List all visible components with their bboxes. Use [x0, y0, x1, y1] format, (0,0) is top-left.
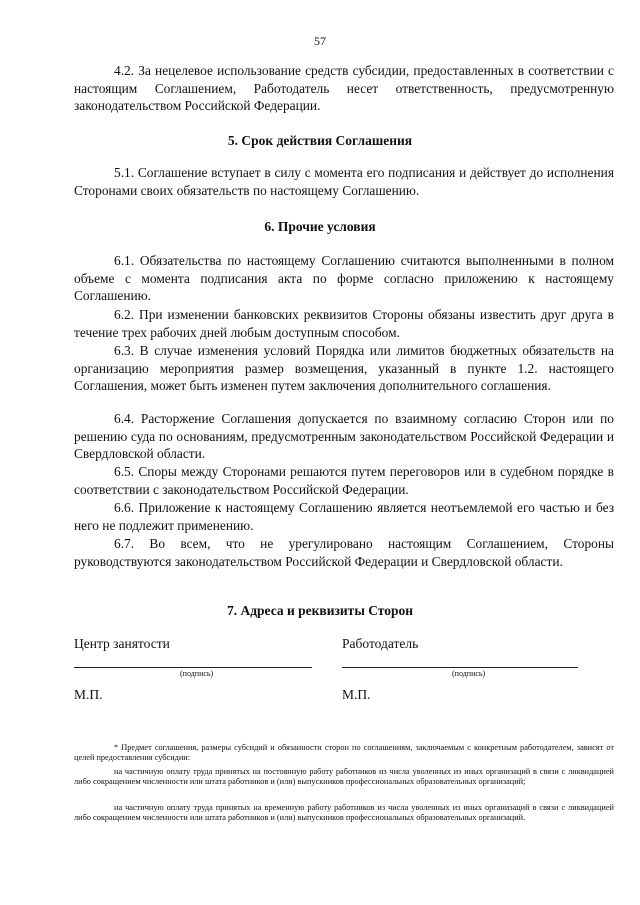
employment-center-seal-label: М.П. [74, 687, 103, 702]
clause-5-1: 5.1. Соглашение вступает в силу с момента его подписания и действует до исполнения Сторонами своих обязательств по настоящему Соглашению. [74, 165, 614, 198]
clause-6-3: 6.3. В случае изменения условий Порядка или лимитов бюджетных обязательств на организацию мероприятия размер возмещения, указанный в пункте 1.2. настоящего Соглашения, может быть изменен путем заключения дополнительного соглашения. [74, 343, 614, 393]
employment-center-signature-line [74, 667, 312, 668]
employment-center-label: Центр занятости [74, 636, 170, 651]
clause-6-6: 6.6. Приложение к настоящему Соглашению является неотъемлемой его частью и без него не подлежит применению. [74, 500, 614, 533]
clause-6-5: 6.5. Споры между Сторонами решаются путем переговоров или в судебном порядке в соответствии с законодательством Российской Федерации. [74, 464, 614, 497]
section-7-heading: 7. Адреса и реквизиты Сторон [226, 603, 414, 618]
clause-6-4: 6.4. Расторжение Соглашения допускается по взаимному согласию Сторон или по решению суда по основаниям, предусмотренным законодательством Российской Федерации и Свердловской области. [74, 411, 614, 461]
clause-4-2: 4.2. За нецелевое использование средств субсидии, предоставленных в соответствии с настоящим Соглашением, Работодатель несет ответственность, предусмотренную законодательством Российской Федерации. [74, 63, 614, 113]
clause-6-7: 6.7. Во всем, что не урегулировано настоящим Соглашением, Стороны руководствуются законодательством Российской Федерации и Свердловской области. [74, 536, 614, 569]
footnote-item-permanent: на частичную оплату труда принятых на постоянную работу работников из числа уволенных из иных организаций в связи с ликвидацией либо сокращением численности или штата работников и (или) выпускников профессиональных образовательных организаций; [74, 767, 614, 787]
employer-label: Работодатель [342, 636, 419, 651]
clause-6-1: 6.1. Обязательства по настоящему Соглашению считаются выполненными в полном объеме с момента подписания акта по форме согласно приложению к настоящему Соглашению. [74, 253, 614, 303]
page-number: 57 [314, 34, 326, 48]
employer-seal-label: М.П. [342, 687, 371, 702]
employer-signature-caption: (подпись) [452, 669, 486, 678]
clause-6-2: 6.2. При изменении банковских реквизитов Стороны обязаны известить друг друга в течение трех рабочих дней любым доступным способом. [74, 307, 614, 340]
footnote-intro: * Предмет соглашения, размеры субсидий и обязанности сторон по соглашениям, заключаемым с конкретным работодателем, зависят от целей предоставления субсидии: [74, 743, 614, 763]
employment-center-signature-caption: (подпись) [180, 669, 214, 678]
section-5-heading: 5. Срок действия Соглашения [227, 133, 413, 148]
section-6-heading: 6. Прочие условия [264, 219, 376, 234]
employer-signature-line [342, 667, 578, 668]
footnote-item-temporary: на частичную оплату труда принятых на временную работу работников из числа уволенных из иных организаций в связи с ликвидацией либо сокращением численности или штата работников и (или) выпускников профессиональных образовательных организаций. [74, 803, 614, 823]
